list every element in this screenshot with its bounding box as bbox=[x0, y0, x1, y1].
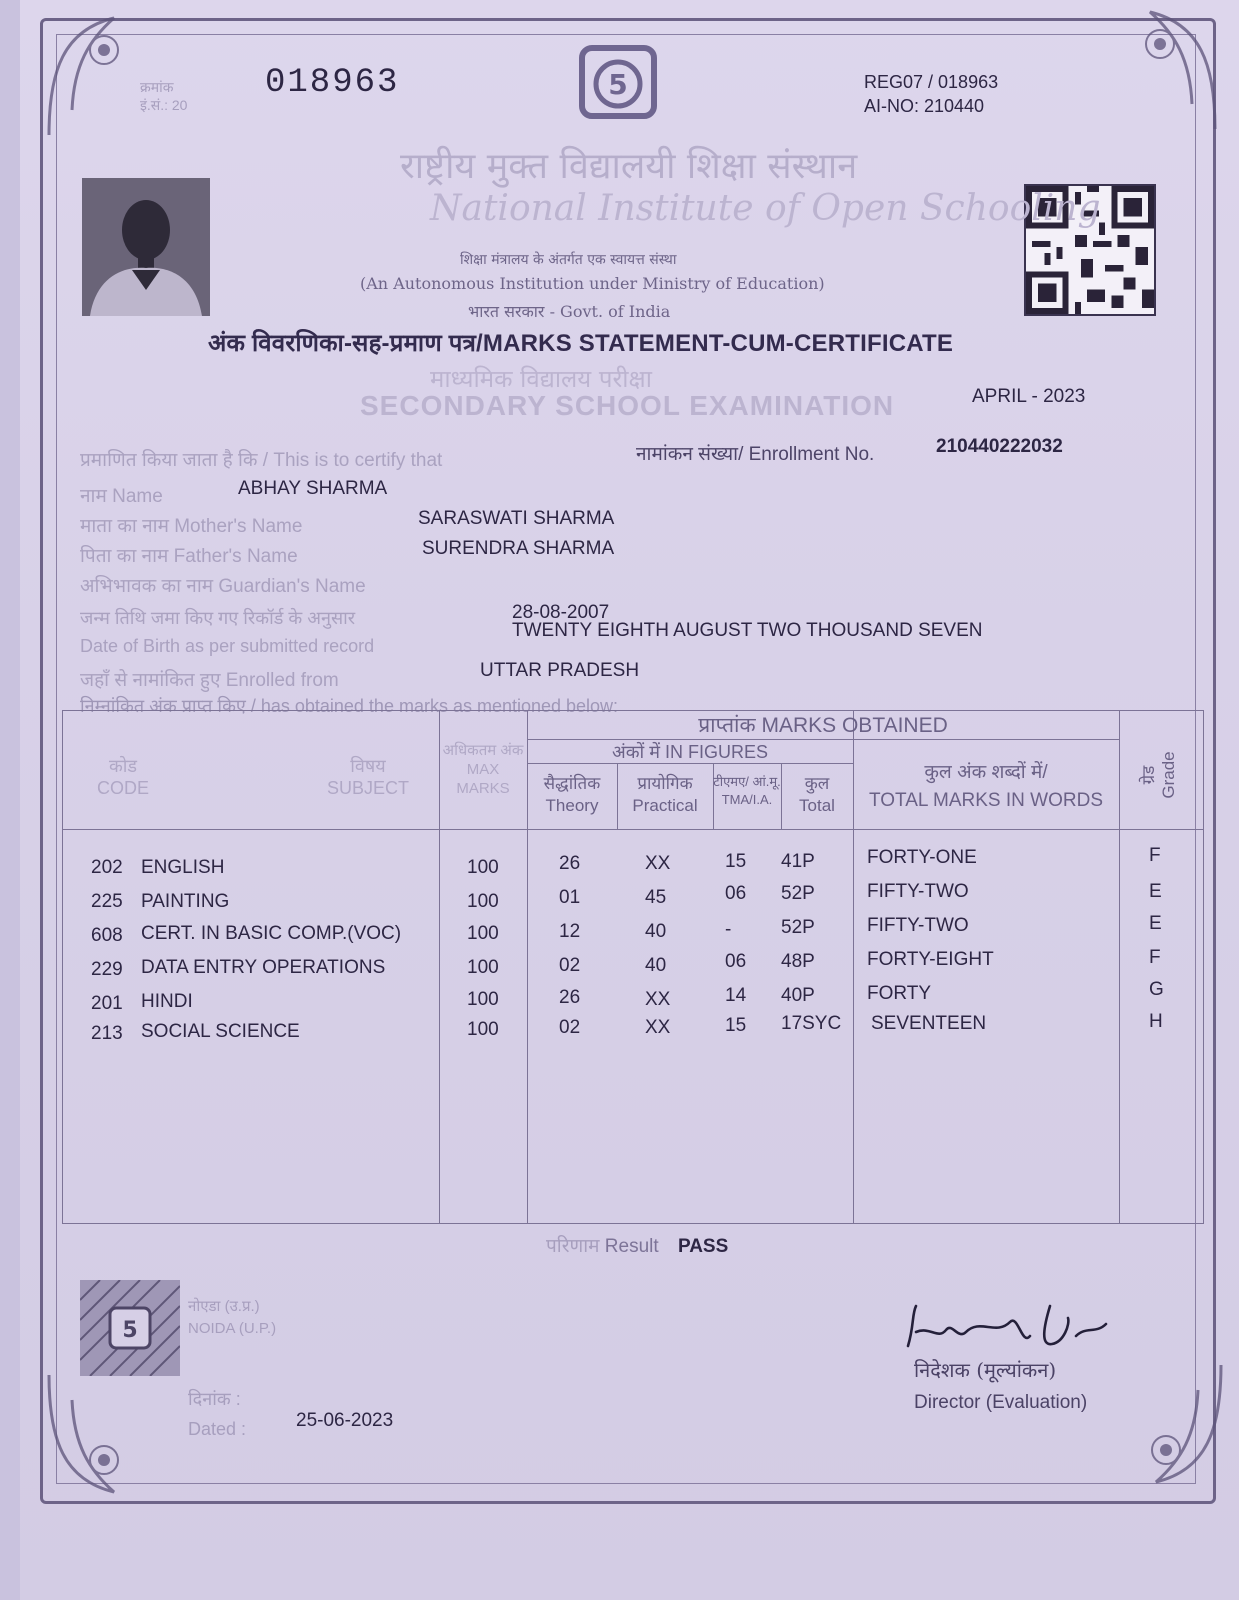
row-words: FIFTY-TWO bbox=[867, 915, 969, 936]
row-theory: 26 bbox=[559, 853, 581, 874]
row-practical: 45 bbox=[645, 887, 667, 908]
govt-line: भारत सरकार - Govt. of India bbox=[468, 302, 671, 321]
row-subject: DATA ENTRY OPERATIONS bbox=[141, 957, 386, 978]
header-total: कुल Total bbox=[799, 774, 835, 815]
enrolled-from-label: जहाँ से नामांकित हुए Enrolled from bbox=[80, 670, 339, 691]
header-subject: विषय SUBJECT bbox=[326, 756, 409, 798]
row-practical: 40 bbox=[645, 921, 667, 942]
row-code: 202 bbox=[91, 857, 123, 878]
institute-name-hindi: राष्ट्रीय मुक्त विद्यालयी शिक्षा संस्थान bbox=[400, 146, 858, 187]
header-total-words: कुल अंक शब्दों में/ TOTAL MARKS IN WORDS bbox=[868, 762, 1103, 811]
institute-name-english: National Institute of Open Schooling bbox=[430, 188, 1101, 229]
header-code: कोड CODE bbox=[96, 756, 149, 798]
row-tma: 06 bbox=[725, 883, 747, 904]
row-max: 100 bbox=[467, 989, 499, 1010]
enrolled-from: UTTAR PRADESH bbox=[480, 660, 640, 681]
svg-text:5: 5 bbox=[608, 68, 628, 101]
nios-logo-icon bbox=[578, 44, 658, 120]
institute-subtitle-english: (An Autonomous Institution under Ministry of Education) bbox=[360, 274, 825, 293]
header-marks-obtained: प्राप्तांक MARKS OBTAINED bbox=[698, 714, 948, 737]
director-signature-icon bbox=[900, 1296, 1120, 1362]
place-label: नोएडा (उ.प्र.) NOIDA (U.P.) bbox=[188, 1298, 277, 1337]
row-max: 100 bbox=[467, 857, 499, 878]
student-photo bbox=[82, 178, 210, 316]
row-tma: - bbox=[725, 919, 732, 940]
obtained-marks-label: निम्नांकित अंक प्राप्त किए / has obtained the marks as mentioned below: bbox=[80, 696, 619, 716]
registration-info: REG07 / 018963 AI-NO: 210440 bbox=[864, 72, 999, 116]
row-subject: ENGLISH bbox=[141, 857, 225, 878]
row-subject: HINDI bbox=[141, 991, 193, 1012]
row-words: FORTY-EIGHT bbox=[867, 949, 994, 970]
row-total: 17SYC bbox=[781, 1013, 842, 1034]
result-line: परिणाम Result PASS bbox=[546, 1236, 729, 1257]
row-grade: F bbox=[1149, 947, 1161, 968]
row-code: 213 bbox=[91, 1023, 123, 1044]
director-title-hindi: निदेशक (मूल्यांकन) bbox=[914, 1358, 1057, 1382]
row-code: 229 bbox=[91, 959, 123, 980]
header-practical: प्रायोगिक Practical bbox=[632, 774, 698, 815]
row-max: 100 bbox=[467, 891, 499, 912]
marks-table bbox=[62, 710, 1204, 1224]
corner-ornament-icon bbox=[1096, 1360, 1226, 1490]
row-total: 52P bbox=[781, 883, 815, 904]
student-name: ABHAY SHARMA bbox=[238, 478, 388, 499]
header-grade: ग्रेड Grade bbox=[1139, 751, 1178, 799]
row-subject: PAINTING bbox=[141, 891, 230, 912]
row-words: FIFTY-TWO bbox=[867, 881, 969, 902]
row-tma: 06 bbox=[725, 951, 747, 972]
row-grade: H bbox=[1149, 1011, 1163, 1032]
name-label: नाम Name bbox=[80, 486, 163, 507]
serial-number: 018963 bbox=[265, 64, 400, 102]
exam-name-english: SECONDARY SCHOOL EXAMINATION bbox=[360, 390, 895, 421]
row-words: SEVENTEEN bbox=[871, 1013, 987, 1034]
father-name-label: पिता का नाम Father's Name bbox=[80, 546, 298, 567]
serial-label: क्रमांक इं.सं.: 20 bbox=[140, 79, 188, 113]
row-max: 100 bbox=[467, 923, 499, 944]
row-total: 41P bbox=[781, 851, 815, 872]
row-practical: XX bbox=[645, 1017, 671, 1038]
row-tma: 15 bbox=[725, 851, 747, 872]
header-tma: टीएमए/ आं.मू. TMA/I.A. bbox=[713, 774, 781, 807]
issue-date: 25-06-2023 bbox=[296, 1410, 394, 1431]
header-theory: सैद्धांतिक Theory bbox=[543, 774, 601, 815]
exam-name-hindi: माध्यमिक विद्यालय परीक्षा bbox=[430, 365, 652, 393]
certificate-title: अंक विवरणिका-सह-प्रमाण पत्र/MARKS STATEMENT-CUM-CERTIFICATE bbox=[208, 330, 954, 357]
enrollment-number: 210440222032 bbox=[936, 436, 1063, 457]
row-grade: E bbox=[1149, 913, 1162, 934]
row-grade: G bbox=[1149, 979, 1164, 1000]
dob-label-hindi: जन्म तिथि जमा किए गए रिकॉर्ड के अनुसार bbox=[80, 608, 356, 628]
dob-label-english: Date of Birth as per submitted record bbox=[80, 636, 375, 656]
row-theory: 26 bbox=[559, 987, 581, 1008]
svg-text:5: 5 bbox=[122, 1318, 138, 1343]
exam-session: APRIL - 2023 bbox=[972, 386, 1086, 407]
row-practical: XX bbox=[645, 989, 671, 1010]
header-max-marks: अधिकतम अंक MAX MARKS bbox=[442, 742, 524, 797]
enrollment-label: नामांकन संख्या/ Enrollment No. bbox=[636, 444, 875, 465]
row-subject: CERT. IN BASIC COMP.(VOC) bbox=[141, 923, 402, 944]
row-theory: 12 bbox=[559, 921, 581, 942]
row-max: 100 bbox=[467, 1019, 499, 1040]
row-theory: 01 bbox=[559, 887, 581, 908]
row-practical: XX bbox=[645, 853, 671, 874]
institute-subtitle-hindi: शिक्षा मंत्रालय के अंतर्गत एक स्वायत्त संस्था bbox=[460, 252, 677, 268]
row-total: 52P bbox=[781, 917, 815, 938]
row-total: 48P bbox=[781, 951, 815, 972]
corner-ornament-icon bbox=[1090, 4, 1220, 134]
mother-name: SARASWATI SHARMA bbox=[418, 508, 615, 529]
corner-ornament-icon bbox=[44, 1370, 174, 1500]
date-of-birth: 28-08-2007 bbox=[512, 602, 610, 623]
row-practical: 40 bbox=[645, 955, 667, 976]
certify-label: प्रमाणित किया जाता है कि / This is to certify that bbox=[80, 450, 443, 471]
director-title-english: Director (Evaluation) bbox=[914, 1392, 1088, 1413]
row-total: 40P bbox=[781, 985, 815, 1006]
father-name: SURENDRA SHARMA bbox=[422, 538, 615, 559]
row-code: 201 bbox=[91, 993, 123, 1014]
row-subject: SOCIAL SCIENCE bbox=[141, 1021, 300, 1042]
dated-label: दिनांक : Dated : bbox=[188, 1389, 247, 1439]
row-code: 225 bbox=[91, 891, 123, 912]
row-grade: E bbox=[1149, 881, 1162, 902]
hologram-seal-icon bbox=[80, 1280, 180, 1376]
mother-name-label: माता का नाम Mother's Name bbox=[80, 516, 303, 537]
corner-ornament-icon bbox=[44, 10, 174, 140]
row-words: FORTY-ONE bbox=[867, 847, 977, 868]
row-theory: 02 bbox=[559, 955, 581, 976]
row-tma: 14 bbox=[725, 985, 747, 1006]
row-tma: 15 bbox=[725, 1015, 747, 1036]
row-code: 608 bbox=[91, 925, 123, 946]
header-in-figures: अंकों में IN FIGURES bbox=[611, 742, 768, 762]
date-of-birth-words: TWENTY EIGHTH AUGUST TWO THOUSAND SEVEN bbox=[512, 620, 983, 641]
row-grade: F bbox=[1149, 845, 1161, 866]
row-theory: 02 bbox=[559, 1017, 581, 1038]
row-words: FORTY bbox=[867, 983, 932, 1004]
guardian-name-label: अभिभावक का नाम Guardian's Name bbox=[80, 576, 366, 597]
row-max: 100 bbox=[467, 957, 499, 978]
